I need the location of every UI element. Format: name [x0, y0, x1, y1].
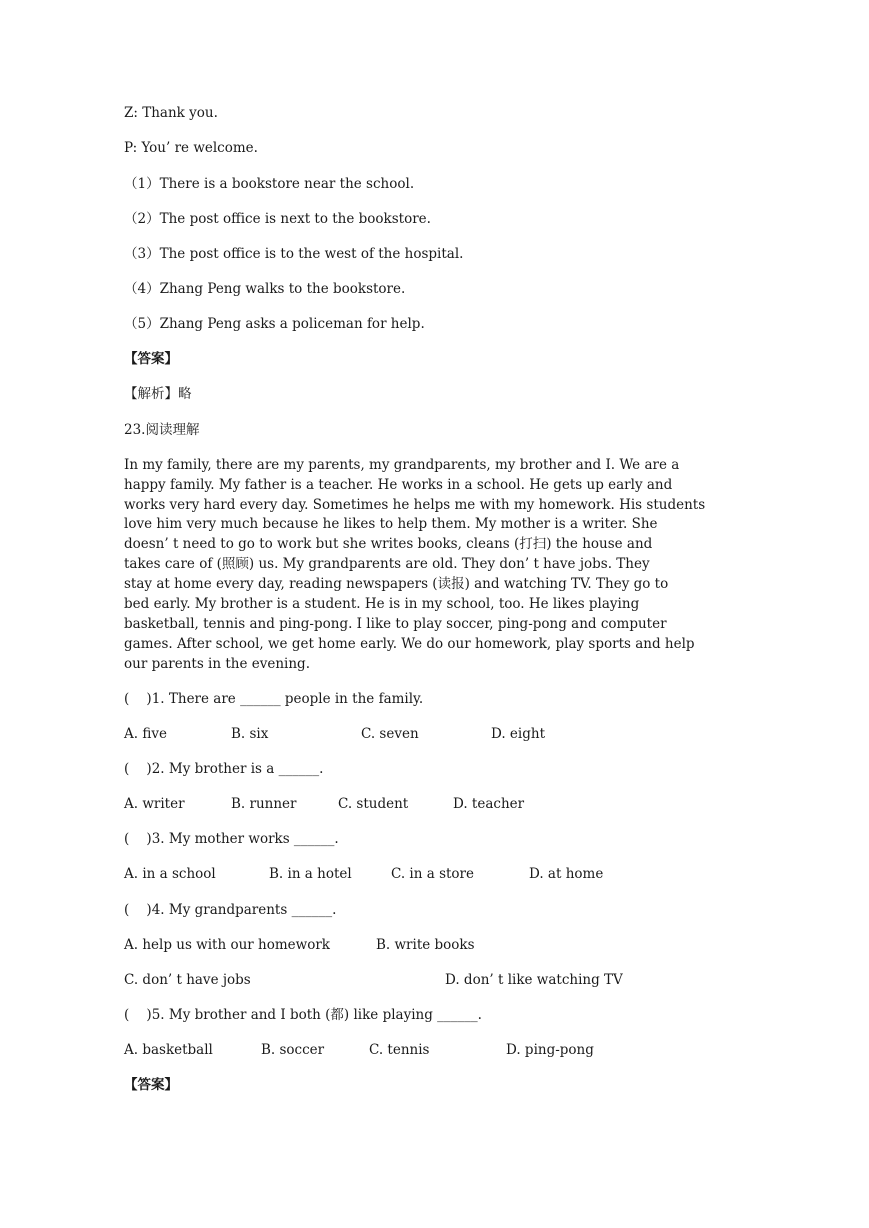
q1-option-b: B. six [231, 726, 269, 742]
q5-option-a: A. basketball [124, 1042, 213, 1058]
question-5-stem: ( )5. My brother and I both (都) like playing ______. [124, 1007, 482, 1023]
analysis-label: 【解析】略 [124, 386, 192, 402]
q2-option-b: B. runner [231, 796, 297, 812]
answer-label: 【答案】 [124, 351, 178, 367]
question-4-stem: ( )4. My grandparents ______. [124, 902, 337, 918]
q5-option-c: C. tennis [369, 1042, 430, 1058]
passage-line-7: stay at home every day, reading newspapers (读报) and watching TV. They go to [124, 576, 669, 592]
question-1-stem: ( )1. There are ______ people in the family. [124, 691, 424, 707]
passage-line-1: In my family, there are my parents, my grandparents, my brother and I. We are a [124, 457, 680, 473]
q4-option-d: D. don’ t like watching TV [445, 972, 623, 988]
q1-option-a: A. five [124, 726, 167, 742]
q3-option-d: D. at home [529, 866, 604, 882]
q1-option-c: C. seven [361, 726, 419, 742]
passage-line-10: games. After school, we get home early. We do our homework, play sports and help [124, 636, 695, 652]
passage-line-4: love him very much because he likes to help them. My mother is a writer. She [124, 516, 658, 532]
passage-line-11: our parents in the evening. [124, 656, 310, 672]
q3-option-b: B. in a hotel [269, 866, 352, 882]
q4-option-c: C. don’ t have jobs [124, 972, 251, 988]
q2-option-d: D. teacher [453, 796, 525, 812]
statement-1: （1）There is a bookstore near the school. [124, 176, 415, 192]
statement-5: （5）Zhang Peng asks a policeman for help. [124, 316, 425, 332]
passage-line-3: works very hard every day. Sometimes he helps me with my homework. His students [124, 497, 706, 513]
q2-option-c: C. student [338, 796, 409, 812]
section-title: 23.阅读理解 [124, 422, 200, 438]
statement-2: （2）The post office is next to the bookstore. [124, 211, 431, 227]
q1-option-d: D. eight [491, 726, 545, 742]
passage-line-5: doesn’ t need to go to work but she writes books, cleans (打扫) the house and [124, 536, 653, 552]
passage-line-9: basketball, tennis and ping-pong. I like to play soccer, ping-pong and computer [124, 616, 667, 632]
q4-option-a: A. help us with our homework [124, 937, 330, 953]
passage-line-8: bed early. My brother is a student. He is in my school, too. He likes playing [124, 596, 640, 612]
q3-option-a: A. in a school [124, 866, 216, 882]
q5-option-b: B. soccer [261, 1042, 325, 1058]
q5-option-d: D. ping-pong [506, 1042, 594, 1058]
passage-line-6: takes care of (照顾) us. My grandparents are old. They don’ t have jobs. They [124, 556, 650, 572]
q3-option-c: C. in a store [391, 866, 474, 882]
q2-option-a: A. writer [124, 796, 185, 812]
statement-3: （3）The post office is to the west of the hospital. [124, 246, 464, 262]
dialogue-line-z: Z: Thank you. [124, 105, 218, 121]
answer-label-2: 【答案】 [124, 1077, 178, 1093]
passage-line-2: happy family. My father is a teacher. He works in a school. He gets up early and [124, 477, 673, 493]
question-3-stem: ( )3. My mother works ______. [124, 831, 339, 847]
question-2-stem: ( )2. My brother is a ______. [124, 761, 324, 777]
dialogue-line-p: P: You’ re welcome. [124, 140, 258, 156]
statement-4: （4）Zhang Peng walks to the bookstore. [124, 281, 406, 297]
q4-option-b: B. write books [376, 937, 475, 953]
